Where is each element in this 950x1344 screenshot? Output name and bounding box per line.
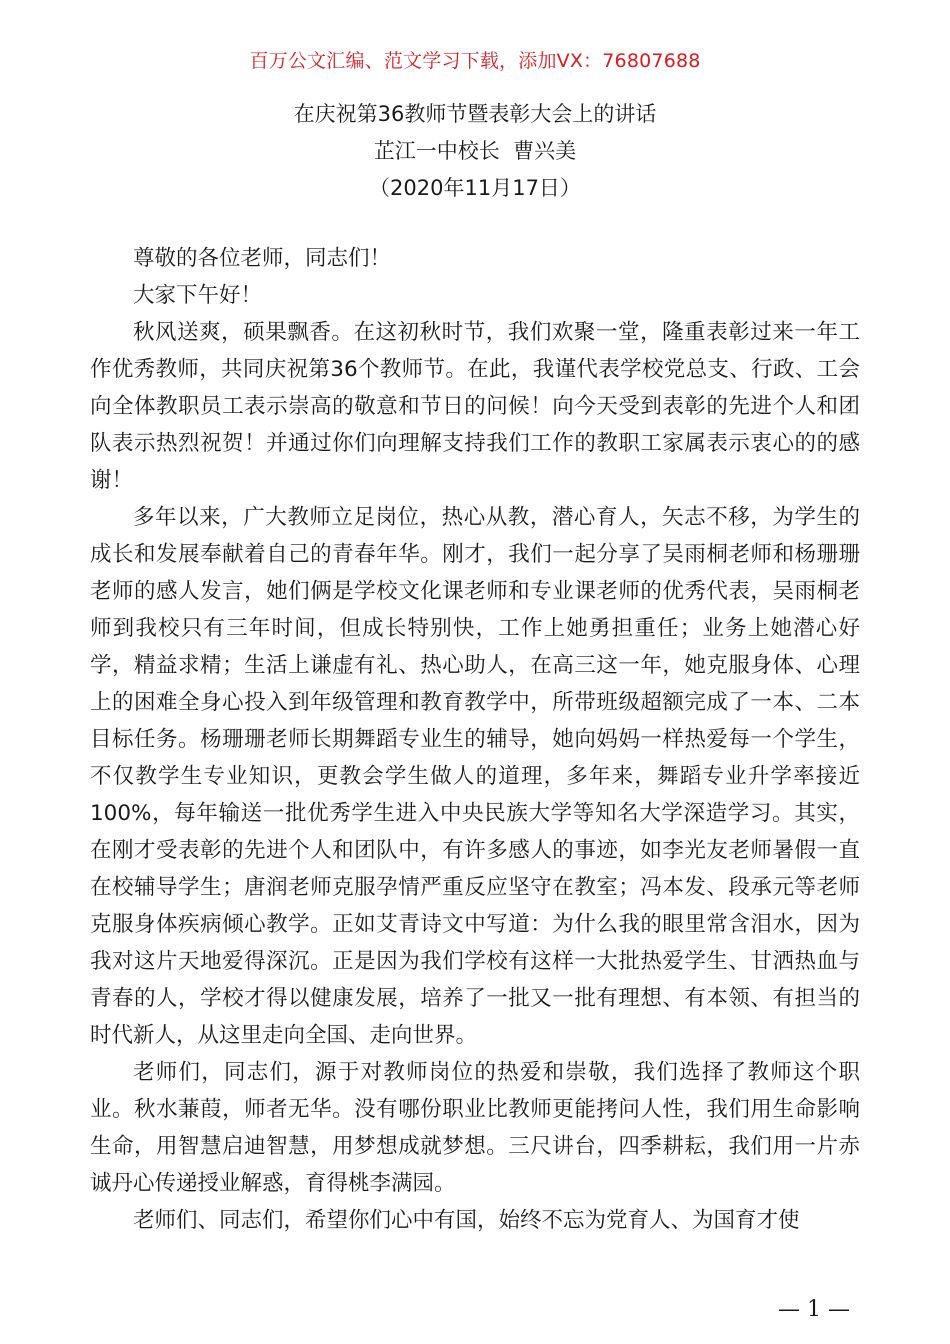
speaker-line: 芷江一中校长 曹兴美 [373,139,577,163]
speech-title: 在庆祝第36教师节暨表彰大会上的讲话 [293,102,657,126]
speech-body [90,240,860,1239]
title-block [0,96,950,207]
promo-banner: 百万公文汇编、范文学习下载，添加VX：76807688 [249,50,701,72]
salutation: 尊敬的各位老师，同志们！ [133,246,392,271]
body-paragraph: 多年以来，广大教师立足岗位，热心从教，潜心育人，矢志不移，为学生的成长和发展奉献着自己的青春年华。刚才，我们一起分享了吴雨桐老师和杨珊珊老师的感人发言，她们俩是学校文化课老师和专业课老师的优秀代表，吴雨桐老师到我校只有三年时间，但成长特别快，工作上她勇担重任；业务上她潜心好学，精益求精；生活上谦虚有礼、热心助人，在高三这一年，她克服身体、心理上的困难全身心投入到年级管理和教育教学中，所带班级超额完成了一本、二本目标任务。杨珊珊老师长期舞蹈专业生的辅导，她向妈妈一样热爱每一个学生，不仅教学生专业知识，更教会学生做人的道理，多年来，舞蹈专业升学率接近100%，每年输送一批优秀学生进入中央民族大学等知名大学深造学习。其实，在刚才受表彰的先进个人和团队中，有许多感人的事迹，如李光友老师暑假一直在校辅导学生；唐润老师克服孕情严重反应坚守在教室；冯本发、段承元等老师克服身体疾病倾心教学。正如艾青诗文中写道：为什么我的眼里常含泪水，因为我对这片天地爱得深沉。正是因为我们学校有这样一大批热爱学生、甘洒热血与青春的人，学校才得以健康发展，培养了一批又一批有理想、有本领、有担当的时代新人，从这里走向全国、走向世界。 [90,505,860,1048]
body-paragraph: 秋风送爽，硕果飘香。在这初秋时节，我们欢聚一堂，隆重表彰过来一年工作优秀教师，共同庆祝第36个教师节。在此，我谨代表学校党总支、行政、工会向全体教职员工表示崇高的敬意和节日的问候！向今天受到表彰的先进个人和团队表示热烈祝贺！并通过你们向理解支持我们工作的教职工家属表示衷心的的感谢！ [90,320,860,493]
greeting: 大家下午好！ [133,283,263,308]
page-number: — 1 — [778,1297,850,1322]
speech-date: （2020年11月17日） [369,176,581,200]
body-paragraph: 老师们、同志们，希望你们心中有国，始终不忘为党育人、为国育才使 [133,1208,800,1233]
body-paragraph: 老师们，同志们，源于对教师岗位的热爱和崇敬，我们选择了教师这个职业。秋水蒹葭，师者无华。没有哪份职业比教师更能拷问人性，我们用生命影响生命，用智慧启迪智慧，用梦想成就梦想。三尺讲台，四季耕耘，我们用一片赤诚丹心传递授业解惑，育得桃李满园。 [90,1060,860,1196]
